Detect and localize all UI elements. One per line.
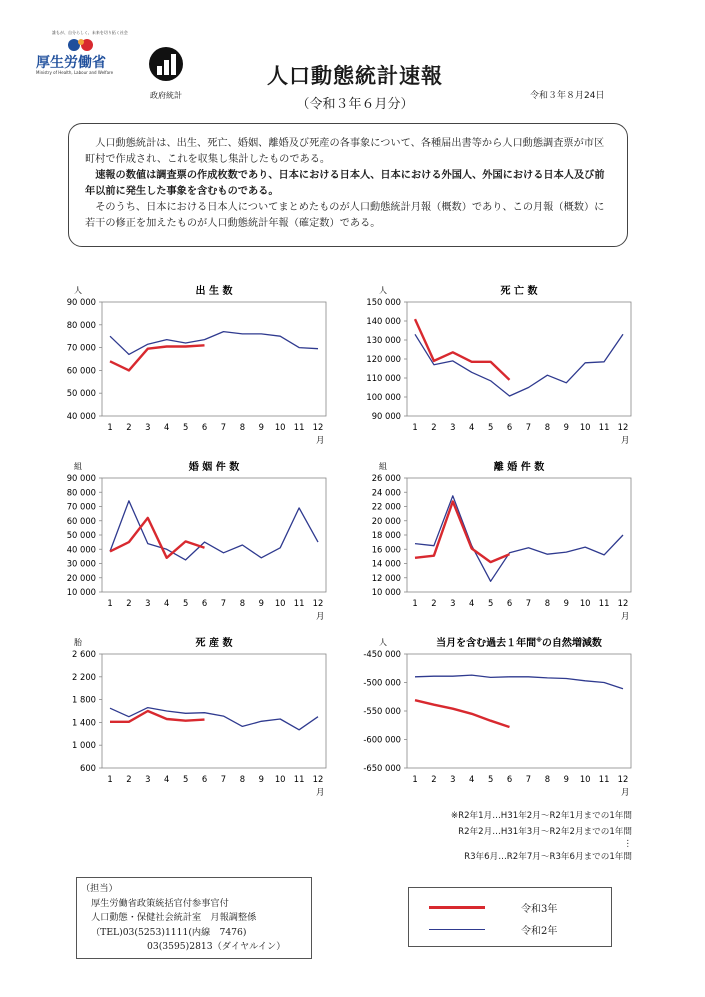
x-tick-label: 2 <box>431 774 437 784</box>
x-tick-label: 4 <box>164 422 170 432</box>
y-tick-label: 30 000 <box>66 558 96 569</box>
x-tick-label: 10 <box>274 598 286 608</box>
y-tick-label: 110 000 <box>366 373 401 383</box>
x-tick-label: 8 <box>544 598 551 608</box>
x-tick-label: 6 <box>506 422 513 432</box>
intro-paragraph-3: そのうち、日本における日本人についてまとめたものが人口動態統計月報（概数）であり、この月報（概数）に若干の修正を加えたものが人口動態統計年報（確定数）である。 <box>85 202 605 229</box>
y-tick-label: 140 000 <box>366 316 401 326</box>
x-tick-label: 7 <box>220 774 227 784</box>
x-tick-label: 8 <box>239 774 246 784</box>
x-tick-label: 9 <box>563 422 569 432</box>
page-title: 人口動態統計速報 <box>267 64 443 88</box>
contact-line: 厚生労働省政策統括官付参事官付 <box>91 897 229 909</box>
x-tick-label: 1 <box>412 598 418 608</box>
legend-swatch-r2 <box>429 929 485 930</box>
y-tick-label: 20 000 <box>66 572 96 583</box>
chart-unit: 組 <box>379 462 387 471</box>
contact-label: （担当） <box>81 883 118 894</box>
footnote-ellipsis: ⋮ <box>623 839 632 849</box>
chart-divorces <box>343 456 643 626</box>
chart-legend <box>408 887 612 947</box>
series-line-r3 <box>415 700 510 727</box>
y-tick-label: 14 000 <box>371 558 401 569</box>
x-tick-label: 3 <box>145 774 151 784</box>
x-tick-label: 2 <box>431 422 437 432</box>
chart-title-suffix: の自然増減数 <box>541 638 602 649</box>
legend-label: 令和2年 <box>521 925 558 937</box>
x-tick-label: 9 <box>258 598 264 608</box>
x-tick-label: 2 <box>126 422 132 432</box>
y-tick-label: 150 000 <box>366 297 401 307</box>
y-tick-label: 60 000 <box>66 515 96 526</box>
x-tick-label: 6 <box>506 598 513 608</box>
x-axis-suffix: 月 <box>621 611 630 621</box>
x-tick-label: 10 <box>274 774 286 784</box>
y-tick-label: 70 000 <box>66 501 96 512</box>
series-line-r3 <box>415 502 510 563</box>
legend-swatch-r3 <box>429 906 485 909</box>
x-tick-label: 4 <box>164 598 170 608</box>
x-tick-label: 10 <box>579 598 591 608</box>
legend-label: 令和3年 <box>521 903 558 915</box>
x-tick-label: 1 <box>412 774 418 784</box>
x-tick-label: 9 <box>563 774 569 784</box>
x-tick-label: 5 <box>182 774 189 784</box>
x-tick-label: 11 <box>293 774 305 784</box>
series-line-r2 <box>415 675 623 689</box>
x-tick-label: 3 <box>145 422 151 432</box>
chart-deaths <box>343 280 643 450</box>
chart-natural-change <box>343 632 643 802</box>
x-tick-label: 4 <box>469 598 475 608</box>
footnote-line: R2年2月…H31年3月～R2年2月までの1年間 <box>458 827 632 837</box>
x-tick-label: 11 <box>598 774 610 784</box>
chart-unit: 人 <box>74 286 82 295</box>
x-tick-label: 7 <box>525 422 532 432</box>
y-tick-label: 60 000 <box>66 365 96 376</box>
x-tick-label: 11 <box>293 598 305 608</box>
x-tick-label: 3 <box>450 598 456 608</box>
x-axis-suffix: 月 <box>316 611 325 621</box>
x-tick-label: 10 <box>579 774 591 784</box>
x-tick-label: 6 <box>201 598 208 608</box>
y-tick-label: 1 800 <box>72 694 96 705</box>
x-tick-label: 5 <box>487 598 494 608</box>
x-tick-label: 2 <box>126 774 132 784</box>
chart-title: 離 婚 件 数 <box>493 462 545 473</box>
x-tick-label: 9 <box>258 422 264 432</box>
x-axis-suffix: 月 <box>621 435 630 445</box>
y-tick-label: -550 000 <box>363 706 401 716</box>
chart-title: 出 生 数 <box>195 286 233 297</box>
x-tick-label: 12 <box>312 774 324 784</box>
y-tick-label: 18 000 <box>371 530 401 540</box>
x-tick-label: 1 <box>412 422 418 432</box>
x-axis-suffix: 月 <box>621 787 630 797</box>
chart-marriages <box>38 456 338 626</box>
chart-title: 死 亡 数 <box>500 286 538 297</box>
y-tick-label: 22 000 <box>371 501 401 512</box>
x-tick-label: 11 <box>598 598 610 608</box>
x-tick-label: 7 <box>220 422 227 432</box>
x-tick-label: 5 <box>487 422 494 432</box>
x-axis-suffix: 月 <box>316 435 325 445</box>
intro-box <box>68 123 628 247</box>
series-line-r3 <box>415 319 510 380</box>
chart-title: 婚 姻 件 数 <box>188 462 240 473</box>
series-line-r2 <box>110 708 318 730</box>
x-tick-label: 5 <box>182 598 189 608</box>
y-tick-label: 120 000 <box>366 354 401 364</box>
x-tick-label: 6 <box>201 774 208 784</box>
y-tick-label: 100 000 <box>366 392 401 402</box>
y-tick-label: 40 000 <box>66 544 96 555</box>
y-tick-label: 2 600 <box>72 649 96 659</box>
x-tick-label: 1 <box>107 422 113 432</box>
y-tick-label: 130 000 <box>366 335 401 345</box>
plot-frame <box>102 654 326 768</box>
x-tick-label: 8 <box>239 422 246 432</box>
x-tick-label: 12 <box>617 422 629 432</box>
x-tick-label: 9 <box>258 774 264 784</box>
x-tick-label: 4 <box>469 774 475 784</box>
series-line-r2 <box>110 501 318 560</box>
series-line-r2 <box>110 332 318 355</box>
government-statistics-label: 政府統計 <box>150 91 182 100</box>
x-tick-label: 3 <box>450 774 456 784</box>
y-tick-label: 90 000 <box>66 473 96 483</box>
x-tick-label: 4 <box>164 774 170 784</box>
x-tick-label: 12 <box>617 598 629 608</box>
y-tick-label: 90 000 <box>66 297 96 307</box>
y-tick-label: 80 000 <box>66 319 96 330</box>
chart-unit: 人 <box>379 286 387 295</box>
y-tick-label: 1 400 <box>72 717 96 728</box>
x-tick-label: 8 <box>239 598 246 608</box>
y-tick-label: 26 000 <box>371 473 401 483</box>
chart-unit: 組 <box>74 462 82 471</box>
y-tick-label: 90 000 <box>371 411 401 421</box>
chart-title: 当月を含む過去１年間※の自然増減数 <box>436 637 602 649</box>
x-tick-label: 5 <box>487 774 494 784</box>
x-tick-label: 7 <box>525 774 532 784</box>
intro-paragraph-1: 人口動態統計は、出生、死亡、婚姻、離婚及び死産の各事象について、各種届出書等から人口動態調査票が市区町村で作成され、これを収集し集計したものである。 <box>85 138 605 165</box>
ministry-name: 厚生労働省 <box>36 55 106 71</box>
chart-births <box>38 280 338 450</box>
y-tick-label: 12 000 <box>371 572 401 583</box>
series-line-r3 <box>110 518 205 558</box>
chart-stillbirths <box>38 632 338 802</box>
x-tick-label: 6 <box>506 774 513 784</box>
chart-title-mark: ※ <box>536 637 542 644</box>
x-tick-label: 12 <box>312 422 324 432</box>
x-tick-label: 12 <box>617 774 629 784</box>
page-subtitle: （令和３年６月分） <box>296 97 414 112</box>
x-tick-label: 10 <box>274 422 286 432</box>
y-tick-label: -500 000 <box>363 677 401 688</box>
x-tick-label: 11 <box>293 422 305 432</box>
y-tick-label: 50 000 <box>66 530 96 540</box>
y-tick-label: 2 200 <box>72 671 96 682</box>
y-tick-label: -450 000 <box>363 649 401 659</box>
footnotes <box>392 808 632 865</box>
x-tick-label: 8 <box>544 774 551 784</box>
legend-item-r3 <box>429 900 557 914</box>
x-tick-label: 7 <box>220 598 227 608</box>
publish-date: 令和３年８月24日 <box>530 91 605 101</box>
plot-frame <box>407 654 631 768</box>
x-tick-label: 1 <box>107 774 113 784</box>
series-line-r2 <box>415 496 623 582</box>
contact-line: 03(3595)2813（ダイヤルイン） <box>147 941 286 952</box>
intro-paragraph-2: 速報の数値は調査票の作成枚数であり、日本における日本人、日本における外国人、外国における日本人及び前年以前に発生した事象を含むものである。 <box>85 170 605 197</box>
footnote-line: ※R2年1月…H31年2月～R2年1月までの1年間 <box>450 811 632 821</box>
x-tick-label: 2 <box>431 598 437 608</box>
x-tick-label: 3 <box>450 422 456 432</box>
y-tick-label: 600 <box>80 763 96 773</box>
y-tick-label: 70 000 <box>66 342 96 353</box>
series-line-r2 <box>415 334 623 396</box>
government-statistics-icon <box>148 46 184 86</box>
contact-box <box>76 877 312 959</box>
chart-unit: 人 <box>379 638 387 647</box>
x-tick-label: 11 <box>598 422 610 432</box>
y-tick-label: 24 000 <box>371 487 401 498</box>
x-tick-label: 7 <box>525 598 532 608</box>
y-tick-label: 10 000 <box>371 587 401 597</box>
y-tick-label: 40 000 <box>66 411 96 421</box>
x-tick-label: 4 <box>469 422 475 432</box>
x-tick-label: 5 <box>182 422 189 432</box>
plot-frame <box>102 302 326 416</box>
contact-line: 人口動態・保健社会統計室 月報調整係 <box>91 912 257 923</box>
y-tick-label: -600 000 <box>363 734 401 745</box>
chart-unit: 胎 <box>74 638 82 647</box>
x-tick-label: 3 <box>145 598 151 608</box>
ministry-name-en: Ministry of Health, Labour and Welfare <box>36 70 114 75</box>
x-tick-label: 2 <box>126 598 132 608</box>
y-tick-label: 16 000 <box>371 544 401 555</box>
x-tick-label: 10 <box>579 422 591 432</box>
y-tick-label: -650 000 <box>363 763 401 773</box>
x-tick-label: 9 <box>563 598 569 608</box>
y-tick-label: 50 000 <box>66 388 96 399</box>
x-axis-suffix: 月 <box>316 787 325 797</box>
x-tick-label: 1 <box>107 598 113 608</box>
y-tick-label: 10 000 <box>66 587 96 597</box>
footnote-line: R3年6月…R2年7月～R3年6月までの1年間 <box>464 852 632 862</box>
x-tick-label: 6 <box>201 422 208 432</box>
chart-title: 死 産 数 <box>195 638 233 649</box>
x-tick-label: 8 <box>544 422 551 432</box>
ministry-tagline: 誰もが、自分らしく、未来を切り拓く社会 <box>52 30 128 35</box>
y-tick-label: 80 000 <box>66 487 96 498</box>
contact-line: （TEL)03(5253)1111(内線 7476) <box>91 926 247 938</box>
y-tick-label: 20 000 <box>371 515 401 526</box>
legend-item-r2 <box>429 922 557 936</box>
y-tick-label: 1 000 <box>72 740 96 751</box>
x-tick-label: 12 <box>312 598 324 608</box>
